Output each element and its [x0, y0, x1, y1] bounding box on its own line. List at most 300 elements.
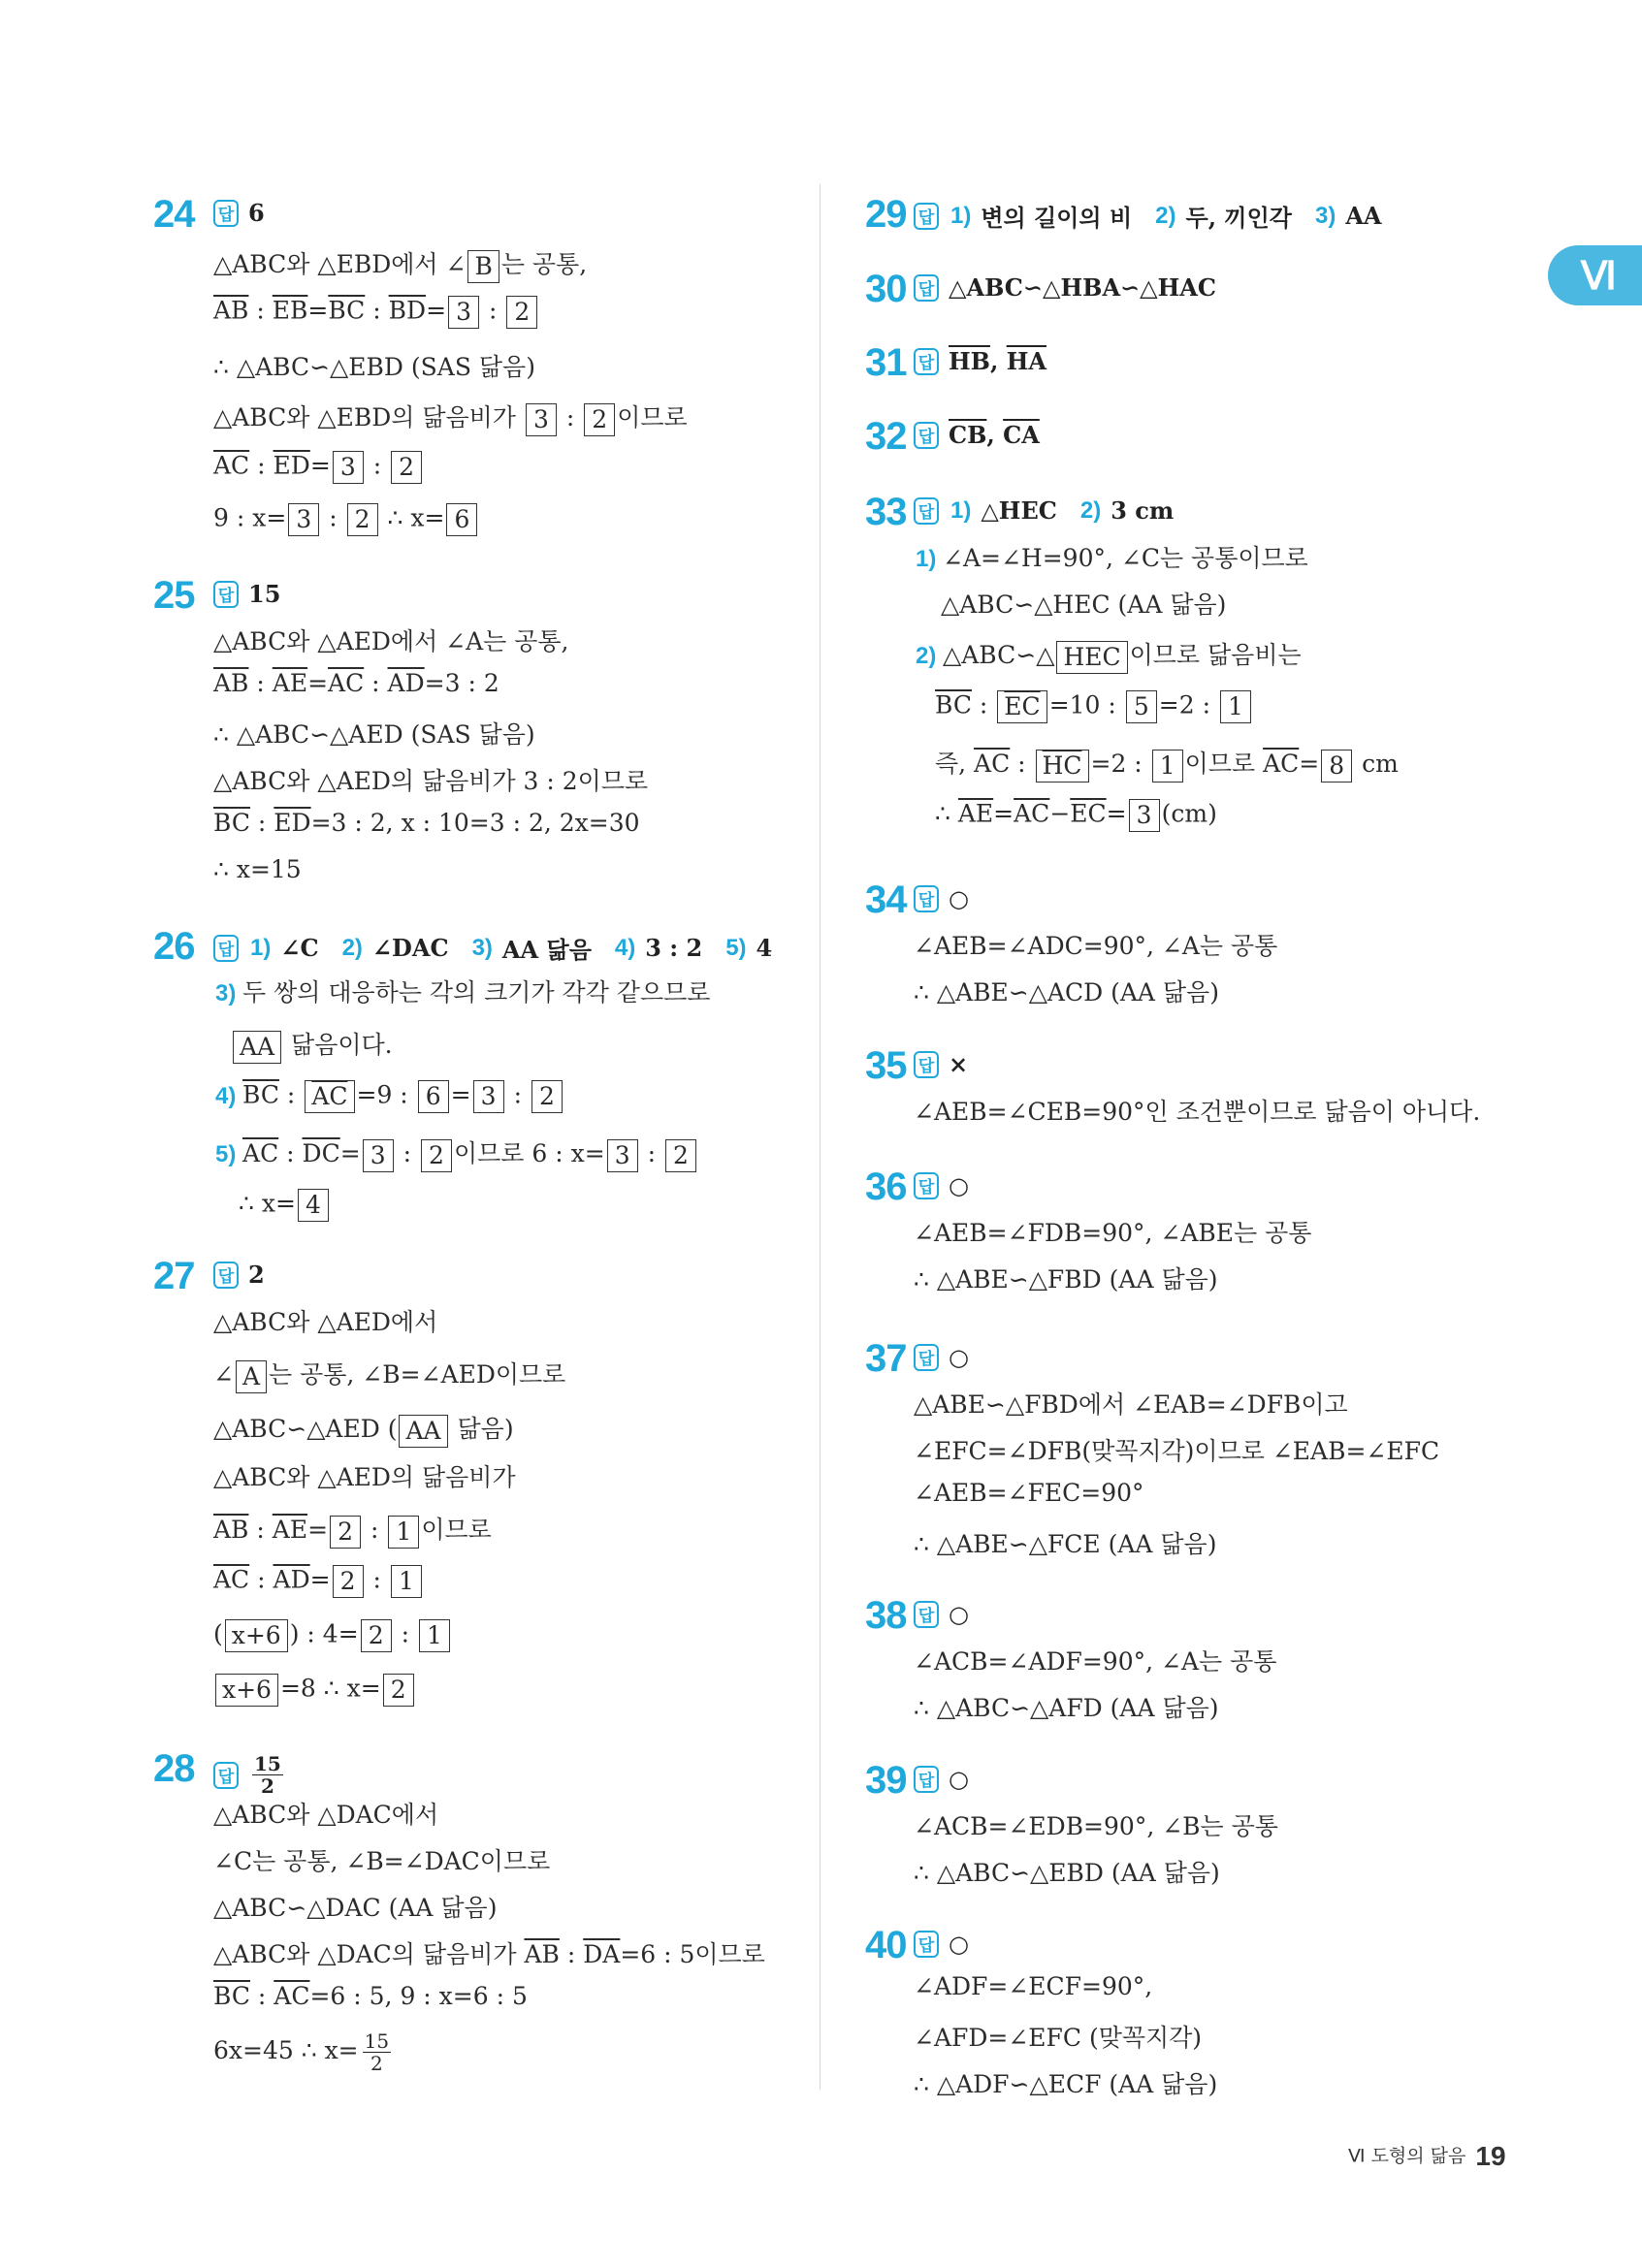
sub-label: 3) [471, 934, 493, 961]
text-run: ∴ △ABC∽△AFD (AA 닮음) [914, 1694, 1219, 1722]
text-run: : [363, 1516, 387, 1544]
text-run: △ABC와 △EBD에서 ∠ [213, 250, 467, 278]
text-run: =10 : [1048, 690, 1124, 719]
solution-line [213, 245, 587, 283]
solution-line [213, 762, 648, 797]
answer-box: 3 [473, 1080, 504, 1113]
solution-line [935, 745, 1399, 783]
solution-line [231, 1026, 393, 1064]
segment-label: $\overline{AE}$ [272, 1516, 308, 1544]
problem-number: 35 [865, 1044, 907, 1087]
problem-number: 28 [153, 1747, 195, 1790]
solution-line [213, 348, 535, 383]
problem-number: 24 [153, 193, 195, 236]
solution-line [914, 927, 1277, 962]
text-run: = [307, 669, 329, 697]
text-run: ∠ACB=∠EDB=90°, ∠B는 공통 [914, 1812, 1278, 1840]
text-run: 9 : x= [213, 503, 287, 532]
segment-label: $\overline{DA}$ [583, 1940, 621, 1968]
text-run: ∴ △ABC∽△EBD (SAS 닮음) [213, 353, 535, 381]
solution-line [935, 690, 1253, 723]
page-footer [1348, 2141, 1506, 2172]
text-run: 즉, [935, 750, 975, 778]
answer-value: $\overline{HB}$, $\overline{HA}$ [949, 347, 1046, 375]
text-run: ) : 4= [289, 1619, 359, 1648]
answer-box: 3 [333, 451, 364, 484]
answer-line [213, 931, 772, 965]
sub-label: 2) [1155, 202, 1176, 229]
text-run: △ABC∽△AED ( [213, 1415, 398, 1443]
answer-box: 4 [298, 1189, 329, 1222]
problem-number: 32 [865, 415, 907, 458]
answer-line [914, 496, 1174, 525]
solution-line [914, 1261, 1218, 1295]
solution-line [213, 1982, 528, 2010]
text-run: ∴ [935, 799, 958, 828]
sub-label: 2) [916, 643, 944, 669]
segment-label: $\overline{EB}$ [272, 296, 308, 325]
problem-number: 31 [865, 341, 907, 384]
answer-value: ○ [949, 1930, 969, 1958]
text-run: =9 : [356, 1080, 416, 1109]
answer-line [213, 199, 265, 227]
answer-line [914, 1765, 969, 1793]
segment-label: $\overline{AE}$ [272, 669, 308, 697]
answer-mark-icon: 답 [914, 885, 939, 912]
text-run: : [249, 1565, 274, 1594]
sub-label: 2) [341, 934, 363, 961]
text-run: △ABC와 △AED에서 [213, 1308, 438, 1336]
answer-box: 1 [419, 1619, 450, 1652]
problem-number: 26 [153, 925, 195, 968]
segment-label: $\overline{AD}$ [387, 669, 425, 697]
segment-label: $\overline{BC}$ [328, 296, 366, 325]
fraction: $\frac{15}{2}$ [364, 2029, 390, 2075]
sub-answer: 3 : 2 [645, 934, 703, 962]
solution-line [914, 539, 1308, 574]
text-run: ∠A=∠H=90°, ∠C는 공통이므로 [943, 544, 1308, 572]
text-run: cm [1354, 750, 1399, 778]
solution-line [213, 1889, 497, 1924]
sub-answer: ∠C [280, 934, 319, 962]
text-run: ∴ △ABC∽△AED (SAS 닮음) [213, 720, 535, 749]
text-run: ∴ △ABE∽△FBD (AA 닮음) [914, 1265, 1218, 1294]
text-run: △ABC∽△ [943, 641, 1055, 669]
segment-label: $\overline{BC}$ [935, 690, 972, 719]
answer-box: 1 [388, 1516, 419, 1549]
answer-box: 3 [607, 1139, 638, 1172]
text-run: △ABC∽△DAC (AA 닮음) [213, 1894, 498, 1922]
answer-box: 3 [363, 1139, 394, 1172]
answer-line [914, 884, 969, 912]
solution-line [914, 1807, 1278, 1842]
answer-box: A [236, 1360, 267, 1393]
answer-box: 2 [506, 296, 537, 329]
text-run: : [321, 503, 345, 532]
answer-value: ○ [949, 1765, 969, 1793]
segment-label: $\overline{BD}$ [388, 296, 427, 325]
answer-value: 6 [248, 199, 265, 227]
sub-label: 1) [916, 546, 944, 572]
text-run: (cm) [1161, 799, 1217, 828]
solution-line [213, 399, 688, 436]
text-run: △ABC와 △AED에서 ∠A는 공통, [213, 627, 569, 655]
answer-mark-icon: 답 [914, 1172, 939, 1199]
text-run: 는 공통, ∠B=∠AED이므로 [269, 1360, 566, 1389]
answer-box: 2 [584, 403, 615, 436]
solution-line [213, 809, 640, 837]
segment-label: $\overline{AC}$ [242, 1139, 279, 1167]
answer-box: x+6 [225, 1619, 288, 1652]
sub-answer: AA [1345, 202, 1382, 230]
text-run: ∴ △ADF∽△ECF (AA 닮음) [914, 2070, 1218, 2098]
segment-label: $\overline{BC}$ [213, 809, 250, 837]
text-run: : [365, 451, 390, 480]
segment-label: $\overline{AC}$ [328, 669, 365, 697]
answer-value: 2 [248, 1261, 265, 1289]
text-run: = [309, 1565, 331, 1594]
text-run: 는 공통, [500, 250, 588, 278]
problem-number: 40 [865, 1924, 907, 1966]
text-run: : [365, 1565, 389, 1594]
text-run: : [505, 1080, 530, 1109]
problem-number: 30 [865, 268, 907, 310]
segment-label: $\overline{BC}$ [242, 1080, 279, 1109]
text-run: : [639, 1139, 663, 1167]
column-divider [820, 184, 821, 2090]
text-run: △ABC와 △AED의 닮음비가 3 : 2이므로 [213, 767, 649, 795]
text-run: ∠C는 공통, ∠B=∠DAC이므로 [213, 1847, 551, 1875]
answer-box: 6 [446, 503, 477, 536]
answer-box: 2 [391, 451, 422, 484]
text-run: ∠ [213, 1360, 234, 1389]
sub-label: 3) [1314, 202, 1336, 229]
text-run: 이므로 [1184, 750, 1264, 778]
solution-line [213, 1134, 698, 1172]
text-run: = [307, 1516, 329, 1544]
segment-label: $\overline{AC}$ [274, 1982, 310, 2010]
answer-value: $\overline{CB}$, $\overline{CA}$ [949, 421, 1040, 449]
sub-label: 1) [950, 202, 972, 229]
segment-label: $\overline{AC}$ [213, 1565, 250, 1594]
solution-line [935, 799, 1217, 832]
answer-line [914, 1050, 968, 1078]
answer-mark-icon: 답 [914, 1344, 939, 1371]
answer-box: 3 [1129, 799, 1160, 832]
text-run: : [364, 669, 388, 697]
text-run: =3 : 2, x : 10=3 : 2, 2x=30 [310, 809, 640, 837]
answer-box: 3 [448, 296, 479, 329]
solution-line [213, 1674, 416, 1707]
text-run: =2 : [1158, 690, 1218, 719]
answer-box: 1 [391, 1565, 422, 1598]
answer-box: $\overline{AC}$ [305, 1080, 354, 1113]
text-run: 닮음이다. [283, 1031, 393, 1059]
segment-label: $\overline{AD}$ [273, 1565, 310, 1594]
sub-label: 4) [215, 1082, 243, 1109]
answer-mark-icon: 답 [213, 1762, 239, 1789]
answer-box: HEC [1056, 641, 1127, 674]
solution-line [914, 1386, 1348, 1421]
segment-label: $\overline{ED}$ [273, 451, 310, 480]
answer-mark-icon: 답 [914, 1051, 939, 1078]
solution-line [213, 623, 569, 657]
sub-answer: AA 닮음 [501, 936, 592, 964]
text-run: △ABC와 △AED의 닮음비가 [213, 1463, 516, 1491]
segment-label: $\overline{DC}$ [302, 1139, 340, 1167]
text-run: : [971, 690, 996, 719]
answer-box: 2 [421, 1139, 452, 1172]
answer-mark-icon: 답 [914, 203, 939, 230]
solution-line [213, 974, 710, 1008]
text-run: = [1299, 750, 1320, 778]
segment-label: $\overline{BC}$ [213, 1982, 250, 2010]
text-run: = [1106, 799, 1127, 828]
solution-line [213, 2030, 391, 2074]
answer-value: ○ [949, 884, 969, 912]
segment-label: $\overline{AB}$ [213, 1516, 249, 1544]
page-number: 19 [1475, 2141, 1506, 2171]
answer-mark-icon: 답 [914, 1601, 939, 1628]
text-run: =6 : 5이므로 [620, 1940, 765, 1968]
solution-line [914, 1479, 1144, 1507]
solution-line [213, 1303, 437, 1338]
solution-line [213, 669, 499, 697]
text-run: ∠AFD=∠EFC (맞꼭지각) [914, 2024, 1203, 2052]
text-run: : [1010, 750, 1034, 778]
segment-label: $\overline{ED}$ [274, 809, 311, 837]
segment-label: $\overline{AC}$ [1263, 750, 1300, 778]
answer-mark-icon: 답 [213, 581, 239, 608]
answer-mark-icon: 답 [213, 1262, 239, 1289]
answer-fraction: $\frac{15}{2}$ [254, 1752, 281, 1798]
text-run: : [248, 1516, 273, 1544]
text-run: ∠AEB=∠ADC=90°, ∠A는 공통 [914, 932, 1278, 960]
solution-line [213, 1842, 550, 1877]
text-run: = [426, 296, 447, 325]
problem-number: 34 [865, 878, 907, 921]
text-run: : [558, 403, 583, 431]
answer-line [914, 1930, 969, 1958]
answer-value: ○ [949, 1600, 969, 1628]
text-run: ∴ △ABE∽△ACD (AA 닮음) [914, 978, 1219, 1006]
answer-value: ○ [949, 1343, 969, 1371]
segment-label: $\overline{EC}$ [1070, 799, 1107, 828]
text-run: : [249, 809, 274, 837]
solution-line [213, 716, 535, 751]
text-run: ∴ x=15 [213, 855, 302, 883]
sub-answer: 변의 길이의 비 [981, 204, 1133, 232]
answer-box: 1 [1152, 750, 1183, 783]
answer-line [914, 347, 1046, 375]
answer-line [213, 580, 280, 608]
solution-line [213, 451, 424, 484]
solution-line [213, 1935, 765, 1970]
sub-answer: ∠DAC [371, 934, 449, 962]
text-run: : [481, 296, 505, 325]
text-run: 이므로 닮음비는 [1129, 641, 1302, 669]
answer-box: $\overline{HC}$ [1036, 750, 1089, 783]
text-run: : [278, 1139, 303, 1167]
text-run: : [559, 1940, 584, 1968]
solution-line [914, 1214, 1311, 1249]
answer-mark-icon: 답 [914, 1766, 939, 1793]
answer-box: 3 [526, 403, 557, 436]
solution-line [914, 1525, 1216, 1560]
text-run: 6x=45 ∴ x= [213, 2036, 359, 2064]
answer-box: 5 [1126, 690, 1157, 723]
segment-label: $\overline{AC}$ [974, 750, 1011, 778]
solution-line [914, 1093, 1480, 1128]
text-run: : [248, 296, 273, 325]
text-run: : [249, 1982, 274, 2010]
problem-number: 27 [153, 1255, 195, 1297]
text-run: △ABC와 △DAC에서 [213, 1801, 439, 1829]
text-run: =2 : [1090, 750, 1150, 778]
text-run: ∠AEB=∠FEC=90° [914, 1479, 1144, 1507]
solution-line [213, 296, 539, 329]
problem-number: 29 [865, 193, 907, 236]
sub-answer: 두, 끼인각 [1185, 204, 1292, 232]
problem-number: 25 [153, 574, 195, 617]
solution-line [914, 1643, 1276, 1677]
text-run: : [393, 1619, 417, 1648]
answer-box: AA [399, 1415, 447, 1448]
answer-box: x+6 [215, 1674, 278, 1707]
sub-answer: △HEC [981, 496, 1057, 525]
answer-box: 2 [333, 1565, 364, 1598]
text-run: ∠EFC=∠DFB(맞꼭지각)이므로 ∠EAB=∠EFC [914, 1437, 1440, 1465]
answer-line [914, 1171, 969, 1199]
text-run: 이므로 [421, 1516, 492, 1544]
sub-answer: 3 cm [1111, 496, 1175, 525]
solution-line [914, 1972, 1152, 2000]
text-run: 닮음) [449, 1415, 514, 1443]
answer-value: △ABC∽△HBA∽△HAC [949, 273, 1217, 302]
text-run: ∴ x= [239, 1189, 296, 1218]
solution-line [213, 503, 479, 536]
solution-line [213, 1458, 516, 1493]
answer-box: 2 [383, 1674, 414, 1707]
solution-line [914, 1689, 1219, 1724]
solution-line [914, 2065, 1217, 2100]
segment-label: $\overline{AB}$ [524, 1940, 560, 1968]
segment-label: $\overline{AB}$ [213, 669, 249, 697]
sub-label: 5) [215, 1141, 243, 1167]
text-run: △ABE∽△FBD에서 ∠EAB=∠DFB이고 [914, 1390, 1348, 1419]
solution-line [239, 1189, 331, 1222]
answer-box: 2 [347, 503, 378, 536]
answer-value: 15 [248, 580, 281, 608]
text-run: = [307, 296, 329, 325]
answer-box: 6 [418, 1080, 449, 1113]
text-run: : [248, 669, 273, 697]
text-run: ∴ △ABE∽△FCE (AA 닮음) [914, 1530, 1217, 1558]
sub-label: 4) [614, 934, 636, 961]
answer-mark-icon: 답 [914, 1931, 939, 1958]
segment-label: $\overline{AC}$ [213, 451, 250, 480]
answer-line [213, 1753, 283, 1797]
solution-line [213, 1356, 565, 1393]
text-run: : [249, 451, 274, 480]
text-run: : [278, 1080, 304, 1109]
answer-mark-icon: 답 [213, 935, 239, 962]
problem-number: 39 [865, 1759, 907, 1802]
answer-box: AA [233, 1031, 281, 1064]
chapter-tab[interactable]: Ⅵ [1548, 245, 1642, 305]
text-run: ∠ACB=∠ADF=90°, ∠A는 공통 [914, 1647, 1277, 1676]
text-run: ( [213, 1619, 223, 1648]
answer-line [914, 1600, 969, 1628]
sub-label: 2) [1079, 496, 1102, 524]
problem-number: 36 [865, 1166, 907, 1208]
text-run: : [365, 296, 389, 325]
text-run: ∴ x= [379, 503, 445, 532]
solution-line [213, 1796, 438, 1831]
answer-box: B [467, 250, 499, 283]
text-run: ∴ △ABC∽△EBD (AA 닮음) [914, 1859, 1220, 1887]
text-run: ∠AEB=∠CEB=90°인 조건뿐이므로 닮음이 아니다. [914, 1098, 1481, 1126]
text-run: = [339, 1139, 361, 1167]
answer-box: $\overline{EC}$ [997, 690, 1046, 723]
text-run: = [309, 451, 331, 480]
solution-line [213, 1410, 514, 1448]
answer-line [914, 1343, 969, 1371]
answer-mark-icon: 답 [213, 200, 239, 227]
sub-label: 1) [250, 934, 272, 961]
text-run: =3 : 2 [424, 669, 499, 697]
problem-number: 38 [865, 1594, 907, 1637]
answer-line [213, 1261, 265, 1289]
text-run: △ABC∽△HEC (AA 닮음) [941, 591, 1227, 619]
text-run: ∠ADF=∠ECF=90°, [914, 1972, 1153, 2000]
text-run: =6 : 5, 9 : x=6 : 5 [309, 1982, 528, 2010]
answer-mark-icon: 답 [914, 422, 939, 449]
solution-line [914, 1432, 1439, 1467]
text-run: : [395, 1139, 419, 1167]
text-run: 이므로 6 : x= [454, 1139, 605, 1167]
answer-box: 2 [330, 1516, 361, 1549]
answer-mark-icon: 답 [914, 274, 939, 302]
segment-label: $\overline{AC}$ [1014, 799, 1050, 828]
answer-value: × [949, 1050, 969, 1078]
text-run: ∠AEB=∠FDB=90°, ∠ABE는 공통 [914, 1219, 1312, 1247]
solution-line [914, 974, 1219, 1008]
text-run: △ABC와 △DAC의 닮음비가 [213, 1940, 525, 1968]
solution-line [213, 1511, 492, 1549]
segment-label: $\overline{AE}$ [957, 799, 994, 828]
solution-line [213, 1619, 452, 1652]
text-run: 두 쌍의 대응하는 각의 크기가 각각 같으므로 [242, 978, 711, 1006]
solution-line [213, 855, 302, 883]
solution-line [914, 1854, 1220, 1889]
problem-number: 33 [865, 491, 907, 533]
sub-label: 5) [725, 934, 747, 961]
segment-label: $\overline{AB}$ [213, 296, 249, 325]
sub-label: 3) [215, 980, 243, 1006]
text-run: − [1049, 799, 1071, 828]
text-run: = [993, 799, 1014, 828]
solution-line [914, 2019, 1202, 2054]
solution-line [213, 1565, 424, 1598]
answer-mark-icon: 답 [914, 348, 939, 375]
solution-line [213, 1080, 564, 1113]
answer-value: ○ [949, 1171, 969, 1199]
problem-number: 37 [865, 1337, 907, 1380]
answer-line [914, 421, 1040, 449]
text-run: 이므로 [617, 403, 688, 431]
text-run: =8 ∴ x= [279, 1674, 381, 1703]
